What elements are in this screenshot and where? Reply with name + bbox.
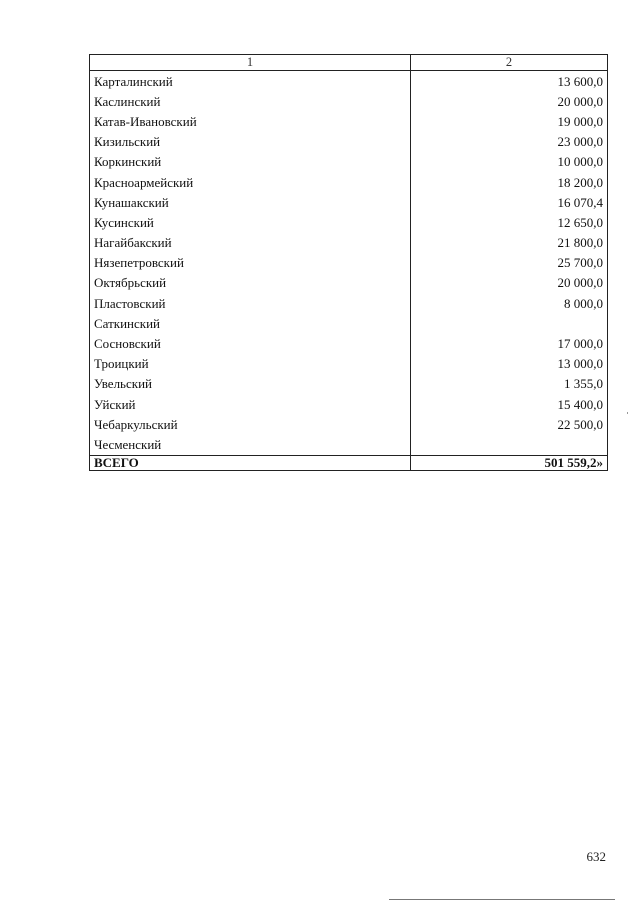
table-header-row [90,55,608,71]
district-name: Троицкий [90,354,411,374]
district-name: Чесменский [90,434,411,455]
district-value: 25 700,0 [411,253,608,273]
district-name: Увельский [90,374,411,394]
table-row [90,132,608,152]
column-header-2: 2 [411,55,608,71]
district-name: Красноармейский [90,172,411,192]
table-row [90,152,608,172]
district-value: 15 400,0 [411,394,608,414]
total-value: 501 559,2» [411,455,608,470]
district-value: 16 070,4 [411,192,608,212]
table-row [90,354,608,374]
scan-artifact [627,412,628,414]
district-value: 12 650,0 [411,212,608,232]
total-row [90,455,608,470]
district-name: Нязепетровский [90,253,411,273]
total-label: ВСЕГО [90,455,411,470]
district-name: Сосновский [90,333,411,353]
district-name: Коркинский [90,152,411,172]
district-value: 20 000,0 [411,91,608,111]
column-header-1: 1 [90,55,411,71]
district-value: 8 000,0 [411,293,608,313]
page-number: 632 [586,849,606,864]
district-value: 17 000,0 [411,333,608,353]
district-name: Уйский [90,394,411,414]
district-value: 13 600,0 [411,71,608,92]
district-name: Карталинский [90,71,411,92]
table-row [90,192,608,212]
table-row [90,71,608,92]
district-name: Саткинский [90,313,411,333]
district-value: 13 000,0 [411,354,608,374]
district-value: 19 000,0 [411,111,608,131]
table-row [90,374,608,394]
district-name: Катав-Ивановский [90,111,411,131]
district-value: 23 000,0 [411,132,608,152]
table-row [90,313,608,333]
district-name: Кизильский [90,132,411,152]
district-name: Каслинский [90,91,411,111]
district-value: 1 355,0 [411,374,608,394]
table-row [90,111,608,131]
table-row [90,172,608,192]
district-value [411,313,608,333]
table-row [90,253,608,273]
district-name: Нагайбакский [90,233,411,253]
district-name: Пластовский [90,293,411,313]
table-row [90,414,608,434]
district-value: 10 000,0 [411,152,608,172]
district-name: Кунашакский [90,192,411,212]
district-value: 21 800,0 [411,233,608,253]
district-value: 18 200,0 [411,172,608,192]
district-value: 20 000,0 [411,273,608,293]
table-row [90,394,608,414]
table-row [90,333,608,353]
table-row [90,212,608,232]
table-row [90,434,608,455]
bottom-rule [389,899,615,900]
district-value [411,434,608,455]
table-row [90,273,608,293]
district-value: 22 500,0 [411,414,608,434]
table-row [90,91,608,111]
district-name: Кусинский [90,212,411,232]
data-table [89,54,608,471]
table-body [90,71,608,456]
district-name: Чебаркульский [90,414,411,434]
district-name: Октябрьский [90,273,411,293]
table-row [90,233,608,253]
table-row [90,293,608,313]
